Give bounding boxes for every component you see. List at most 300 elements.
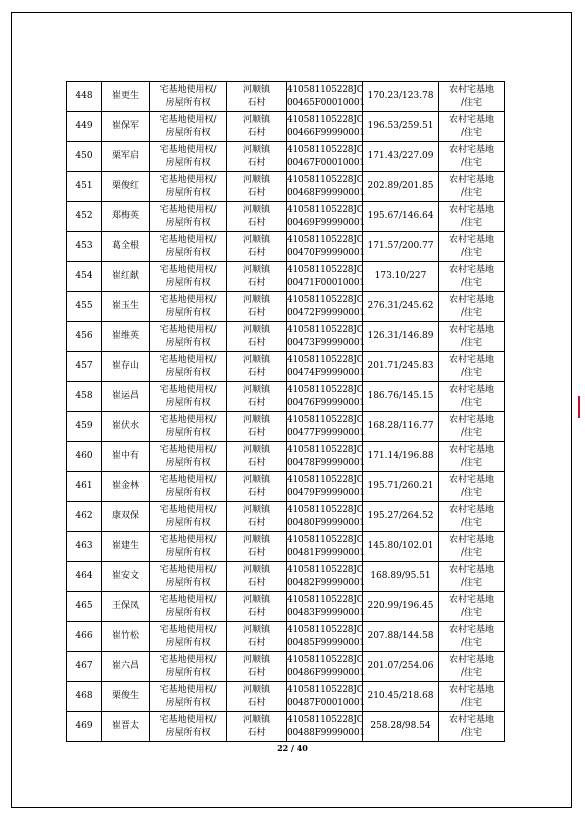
row-number-cell: 460 bbox=[67, 442, 102, 472]
unit-code-line-2: 00477F99990001 bbox=[287, 427, 365, 438]
unit-code-line-2: 00474F99990001 bbox=[287, 367, 365, 378]
row-number-cell: 458 bbox=[67, 382, 102, 412]
area-cell: 201.71/245.83 bbox=[363, 352, 439, 382]
right-type-cell bbox=[150, 622, 227, 652]
owner-name-cell: 崔六昌 bbox=[102, 652, 150, 682]
location-line-1: 河顺镇 bbox=[242, 205, 270, 215]
unit-code-line-1: 410581105228JC bbox=[287, 655, 364, 665]
land-use-line-2: /住宅 bbox=[460, 427, 483, 438]
location-line-1: 河顺镇 bbox=[242, 595, 270, 605]
area-cell: 207.88/144.58 bbox=[363, 622, 439, 652]
unit-code-line-1: 410581105228JC bbox=[287, 115, 364, 125]
owner-name-cell: 崔存山 bbox=[102, 352, 150, 382]
right-type-line-2: 房屋所有权 bbox=[165, 457, 211, 468]
land-use-line-2: /住宅 bbox=[460, 667, 483, 678]
row-number-cell: 454 bbox=[67, 262, 102, 292]
area-cell: 126.31/146.89 bbox=[363, 322, 439, 352]
right-type-cell bbox=[150, 292, 227, 322]
row-number-cell: 468 bbox=[67, 682, 102, 712]
unit-code-line-1: 410581105228JC bbox=[287, 265, 364, 275]
land-use-line-1: 农村宅基地 bbox=[448, 685, 494, 695]
row-number-cell: 451 bbox=[67, 172, 102, 202]
right-type-cell bbox=[150, 502, 227, 532]
right-type-line-2: 房屋所有权 bbox=[165, 247, 211, 258]
location-cell bbox=[227, 712, 287, 742]
owner-name-cell: 郑梅英 bbox=[102, 202, 150, 232]
unit-code-cell bbox=[287, 172, 363, 202]
location-cell bbox=[227, 172, 287, 202]
land-use-cell bbox=[439, 172, 505, 202]
unit-code-line-2: 00479F99990001 bbox=[287, 487, 365, 498]
right-type-line-2: 房屋所有权 bbox=[165, 97, 211, 108]
right-type-line-1: 宅基地使用权/ bbox=[159, 595, 217, 605]
land-use-line-1: 农村宅基地 bbox=[448, 205, 494, 215]
location-cell bbox=[227, 232, 287, 262]
location-line-2: 石村 bbox=[247, 127, 266, 138]
right-type-cell bbox=[150, 112, 227, 142]
area-cell: 196.53/259.51 bbox=[363, 112, 439, 142]
area-cell: 258.28/98.54 bbox=[363, 712, 439, 742]
table-row bbox=[67, 262, 505, 292]
right-type-line-1: 宅基地使用权/ bbox=[159, 235, 217, 245]
location-line-2: 石村 bbox=[247, 487, 266, 498]
area-cell: 171.14/196.88 bbox=[363, 442, 439, 472]
location-line-1: 河顺镇 bbox=[242, 535, 270, 545]
table-row bbox=[67, 712, 505, 742]
land-use-line-1: 农村宅基地 bbox=[448, 535, 494, 545]
unit-code-cell bbox=[287, 262, 363, 292]
land-use-line-1: 农村宅基地 bbox=[448, 85, 494, 95]
right-type-cell bbox=[150, 562, 227, 592]
area-cell: 168.28/116.77 bbox=[363, 412, 439, 442]
right-type-cell bbox=[150, 322, 227, 352]
table-row bbox=[67, 172, 505, 202]
row-number-cell: 465 bbox=[67, 592, 102, 622]
unit-code-line-1: 410581105228JC bbox=[287, 385, 364, 395]
owner-name-cell: 栗俊红 bbox=[102, 172, 150, 202]
right-type-line-2: 房屋所有权 bbox=[165, 397, 211, 408]
land-use-line-2: /住宅 bbox=[460, 157, 483, 168]
unit-code-cell bbox=[287, 142, 363, 172]
location-line-2: 石村 bbox=[247, 607, 266, 618]
right-type-line-2: 房屋所有权 bbox=[165, 607, 211, 618]
land-use-line-1: 农村宅基地 bbox=[448, 715, 494, 725]
right-type-cell bbox=[150, 442, 227, 472]
right-type-cell bbox=[150, 712, 227, 742]
area-cell: 168.89/95.51 bbox=[363, 562, 439, 592]
right-type-cell bbox=[150, 232, 227, 262]
land-use-cell bbox=[439, 322, 505, 352]
location-line-1: 河顺镇 bbox=[242, 145, 270, 155]
unit-code-line-1: 410581105228JC bbox=[287, 415, 364, 425]
owner-name-cell: 葛全根 bbox=[102, 232, 150, 262]
location-line-1: 河顺镇 bbox=[242, 295, 270, 305]
land-use-line-2: /住宅 bbox=[460, 367, 483, 378]
owner-name-cell: 崔保军 bbox=[102, 112, 150, 142]
right-type-line-1: 宅基地使用权/ bbox=[159, 445, 217, 455]
records-table bbox=[66, 81, 505, 742]
right-type-line-2: 房屋所有权 bbox=[165, 187, 211, 198]
unit-code-cell bbox=[287, 652, 363, 682]
location-cell bbox=[227, 112, 287, 142]
table-row bbox=[67, 412, 505, 442]
row-number-cell: 457 bbox=[67, 352, 102, 382]
unit-code-line-1: 410581105228JC bbox=[287, 715, 364, 725]
location-cell bbox=[227, 142, 287, 172]
area-cell: 202.89/201.85 bbox=[363, 172, 439, 202]
owner-name-cell: 崔安文 bbox=[102, 562, 150, 592]
land-use-line-2: /住宅 bbox=[460, 457, 483, 468]
location-line-2: 石村 bbox=[247, 277, 266, 288]
table-row bbox=[67, 682, 505, 712]
table-row bbox=[67, 472, 505, 502]
unit-code-line-2: 00486F99990001 bbox=[287, 667, 365, 678]
unit-code-cell bbox=[287, 442, 363, 472]
land-use-line-2: /住宅 bbox=[460, 517, 483, 528]
table-row bbox=[67, 562, 505, 592]
table-row bbox=[67, 232, 505, 262]
area-cell: 171.57/200.77 bbox=[363, 232, 439, 262]
land-use-line-1: 农村宅基地 bbox=[448, 415, 494, 425]
table-row bbox=[67, 382, 505, 412]
table-row bbox=[67, 202, 505, 232]
unit-code-line-1: 410581105228JC bbox=[287, 475, 364, 485]
location-cell bbox=[227, 652, 287, 682]
land-use-line-1: 农村宅基地 bbox=[448, 625, 494, 635]
unit-code-line-2: 00472F99990001 bbox=[287, 307, 365, 318]
location-line-1: 河顺镇 bbox=[242, 415, 270, 425]
land-use-cell bbox=[439, 82, 505, 112]
location-cell bbox=[227, 442, 287, 472]
area-cell: 220.99/196.45 bbox=[363, 592, 439, 622]
right-type-line-1: 宅基地使用权/ bbox=[159, 295, 217, 305]
location-line-1: 河顺镇 bbox=[242, 565, 270, 575]
right-type-line-1: 宅基地使用权/ bbox=[159, 385, 217, 395]
location-line-2: 石村 bbox=[247, 457, 266, 468]
land-use-cell bbox=[439, 682, 505, 712]
location-cell bbox=[227, 532, 287, 562]
right-type-line-2: 房屋所有权 bbox=[165, 217, 211, 228]
land-use-line-1: 农村宅基地 bbox=[448, 475, 494, 485]
location-cell bbox=[227, 202, 287, 232]
right-type-line-2: 房屋所有权 bbox=[165, 277, 211, 288]
location-line-1: 河顺镇 bbox=[242, 115, 270, 125]
owner-name-cell: 崔竹松 bbox=[102, 622, 150, 652]
right-type-line-2: 房屋所有权 bbox=[165, 547, 211, 558]
location-line-2: 石村 bbox=[247, 307, 266, 318]
land-use-line-2: /住宅 bbox=[460, 187, 483, 198]
right-type-line-1: 宅基地使用权/ bbox=[159, 625, 217, 635]
land-use-line-2: /住宅 bbox=[460, 127, 483, 138]
land-use-cell bbox=[439, 592, 505, 622]
land-use-line-2: /住宅 bbox=[460, 607, 483, 618]
right-type-line-2: 房屋所有权 bbox=[165, 517, 211, 528]
unit-code-cell bbox=[287, 412, 363, 442]
unit-code-line-2: 00487F00010001 bbox=[287, 697, 365, 708]
location-line-2: 石村 bbox=[247, 427, 266, 438]
owner-name-cell: 崔玉生 bbox=[102, 292, 150, 322]
unit-code-line-2: 00473F99990001 bbox=[287, 337, 365, 348]
location-cell bbox=[227, 682, 287, 712]
land-use-line-2: /住宅 bbox=[460, 307, 483, 318]
land-use-cell bbox=[439, 532, 505, 562]
location-cell bbox=[227, 352, 287, 382]
location-line-1: 河顺镇 bbox=[242, 235, 270, 245]
right-type-line-1: 宅基地使用权/ bbox=[159, 205, 217, 215]
row-number-cell: 462 bbox=[67, 502, 102, 532]
table-row bbox=[67, 292, 505, 322]
area-cell: 145.80/102.01 bbox=[363, 532, 439, 562]
land-use-line-2: /住宅 bbox=[460, 487, 483, 498]
right-type-cell bbox=[150, 142, 227, 172]
location-cell bbox=[227, 502, 287, 532]
owner-name-cell: 康双保 bbox=[102, 502, 150, 532]
location-line-1: 河顺镇 bbox=[242, 655, 270, 665]
land-use-cell bbox=[439, 382, 505, 412]
right-type-cell bbox=[150, 682, 227, 712]
land-use-cell bbox=[439, 502, 505, 532]
area-cell: 173.10/227 bbox=[363, 262, 439, 292]
location-line-1: 河顺镇 bbox=[242, 475, 270, 485]
right-type-line-2: 房屋所有权 bbox=[165, 127, 211, 138]
land-use-line-2: /住宅 bbox=[460, 217, 483, 228]
owner-name-cell: 栗俊生 bbox=[102, 682, 150, 712]
unit-code-cell bbox=[287, 712, 363, 742]
location-line-1: 河顺镇 bbox=[242, 685, 270, 695]
land-use-line-2: /住宅 bbox=[460, 697, 483, 708]
right-type-cell bbox=[150, 652, 227, 682]
row-number-cell: 448 bbox=[67, 82, 102, 112]
unit-code-line-1: 410581105228JC bbox=[287, 145, 364, 155]
unit-code-cell bbox=[287, 112, 363, 142]
row-number-cell: 452 bbox=[67, 202, 102, 232]
right-type-cell bbox=[150, 532, 227, 562]
owner-name-cell: 崔伏水 bbox=[102, 412, 150, 442]
right-type-line-1: 宅基地使用权/ bbox=[159, 565, 217, 575]
right-type-line-2: 房屋所有权 bbox=[165, 337, 211, 348]
right-type-line-1: 宅基地使用权/ bbox=[159, 115, 217, 125]
right-type-line-2: 房屋所有权 bbox=[165, 577, 211, 588]
land-use-line-1: 农村宅基地 bbox=[448, 355, 494, 365]
right-type-line-1: 宅基地使用权/ bbox=[159, 415, 217, 425]
right-type-line-1: 宅基地使用权/ bbox=[159, 535, 217, 545]
land-use-cell bbox=[439, 412, 505, 442]
location-line-1: 河顺镇 bbox=[242, 715, 270, 725]
table-row bbox=[67, 622, 505, 652]
land-use-cell bbox=[439, 712, 505, 742]
unit-code-cell bbox=[287, 592, 363, 622]
unit-code-line-2: 00481F99990001 bbox=[287, 547, 365, 558]
unit-code-line-1: 410581105228JC bbox=[287, 565, 364, 575]
unit-code-line-2: 00471F00010001 bbox=[287, 277, 365, 288]
owner-name-cell: 栗军启 bbox=[102, 142, 150, 172]
unit-code-line-1: 410581105228JC bbox=[287, 235, 364, 245]
land-use-cell bbox=[439, 472, 505, 502]
land-use-cell bbox=[439, 292, 505, 322]
table-row bbox=[67, 322, 505, 352]
right-type-line-2: 房屋所有权 bbox=[165, 157, 211, 168]
land-use-cell bbox=[439, 622, 505, 652]
location-line-2: 石村 bbox=[247, 577, 266, 588]
area-cell: 170.23/123.78 bbox=[363, 82, 439, 112]
land-use-line-1: 农村宅基地 bbox=[448, 175, 494, 185]
location-line-2: 石村 bbox=[247, 667, 266, 678]
area-cell: 210.45/218.68 bbox=[363, 682, 439, 712]
land-use-cell bbox=[439, 442, 505, 472]
unit-code-line-1: 410581105228JC bbox=[287, 85, 364, 95]
land-use-line-2: /住宅 bbox=[460, 97, 483, 108]
right-type-line-2: 房屋所有权 bbox=[165, 667, 211, 678]
owner-name-cell: 崔中有 bbox=[102, 442, 150, 472]
unit-code-line-2: 00468F99990001 bbox=[287, 187, 365, 198]
unit-code-line-2: 00466F99990001 bbox=[287, 127, 365, 138]
land-use-cell bbox=[439, 202, 505, 232]
unit-code-line-1: 410581105228JC bbox=[287, 175, 364, 185]
location-line-1: 河顺镇 bbox=[242, 505, 270, 515]
land-use-line-1: 农村宅基地 bbox=[448, 505, 494, 515]
land-use-cell bbox=[439, 232, 505, 262]
right-type-cell bbox=[150, 202, 227, 232]
land-use-line-1: 农村宅基地 bbox=[448, 235, 494, 245]
location-line-2: 石村 bbox=[247, 367, 266, 378]
right-type-cell bbox=[150, 352, 227, 382]
area-cell: 186.76/145.15 bbox=[363, 382, 439, 412]
right-type-line-1: 宅基地使用权/ bbox=[159, 85, 217, 95]
land-use-cell bbox=[439, 112, 505, 142]
unit-code-line-1: 410581105228JC bbox=[287, 205, 364, 215]
right-type-line-2: 房屋所有权 bbox=[165, 637, 211, 648]
location-line-1: 河顺镇 bbox=[242, 85, 270, 95]
location-cell bbox=[227, 622, 287, 652]
location-line-2: 石村 bbox=[247, 187, 266, 198]
location-line-1: 河顺镇 bbox=[242, 385, 270, 395]
owner-name-cell: 崔建生 bbox=[102, 532, 150, 562]
row-number-cell: 461 bbox=[67, 472, 102, 502]
land-use-cell bbox=[439, 652, 505, 682]
area-cell: 195.27/264.52 bbox=[363, 502, 439, 532]
row-number-cell: 453 bbox=[67, 232, 102, 262]
land-use-cell bbox=[439, 562, 505, 592]
table-row bbox=[67, 592, 505, 622]
unit-code-line-1: 410581105228JC bbox=[287, 505, 364, 515]
right-type-line-2: 房屋所有权 bbox=[165, 487, 211, 498]
area-cell: 276.31/245.62 bbox=[363, 292, 439, 322]
unit-code-cell bbox=[287, 82, 363, 112]
location-line-2: 石村 bbox=[247, 727, 266, 738]
records-body bbox=[67, 82, 505, 742]
table-row bbox=[67, 502, 505, 532]
unit-code-line-2: 00485F99990001 bbox=[287, 637, 365, 648]
land-use-line-2: /住宅 bbox=[460, 247, 483, 258]
right-type-line-1: 宅基地使用权/ bbox=[159, 145, 217, 155]
land-use-line-1: 农村宅基地 bbox=[448, 385, 494, 395]
unit-code-cell bbox=[287, 682, 363, 712]
unit-code-cell bbox=[287, 502, 363, 532]
owner-name-cell: 崔晋太 bbox=[102, 712, 150, 742]
owner-name-cell: 崔红献 bbox=[102, 262, 150, 292]
row-number-cell: 463 bbox=[67, 532, 102, 562]
land-use-line-1: 农村宅基地 bbox=[448, 115, 494, 125]
location-cell bbox=[227, 562, 287, 592]
location-line-2: 石村 bbox=[247, 217, 266, 228]
table-row bbox=[67, 652, 505, 682]
right-type-cell bbox=[150, 382, 227, 412]
unit-code-cell bbox=[287, 382, 363, 412]
row-number-cell: 467 bbox=[67, 652, 102, 682]
right-type-line-1: 宅基地使用权/ bbox=[159, 355, 217, 365]
row-number-cell: 464 bbox=[67, 562, 102, 592]
right-type-line-2: 房屋所有权 bbox=[165, 727, 211, 738]
owner-name-cell: 崔维英 bbox=[102, 322, 150, 352]
table-row bbox=[67, 442, 505, 472]
land-use-line-1: 农村宅基地 bbox=[448, 325, 494, 335]
location-line-1: 河顺镇 bbox=[242, 355, 270, 365]
right-type-line-2: 房屋所有权 bbox=[165, 697, 211, 708]
right-type-cell bbox=[150, 172, 227, 202]
location-cell bbox=[227, 592, 287, 622]
unit-code-cell bbox=[287, 202, 363, 232]
owner-name-cell: 崔更生 bbox=[102, 82, 150, 112]
unit-code-line-2: 00467F00010001 bbox=[287, 157, 365, 168]
row-number-cell: 450 bbox=[67, 142, 102, 172]
location-line-2: 石村 bbox=[247, 157, 266, 168]
land-use-line-2: /住宅 bbox=[460, 547, 483, 558]
location-cell bbox=[227, 292, 287, 322]
right-type-line-1: 宅基地使用权/ bbox=[159, 325, 217, 335]
unit-code-line-2: 00470F99990001 bbox=[287, 247, 365, 258]
owner-name-cell: 王保凤 bbox=[102, 592, 150, 622]
area-cell: 195.71/260.21 bbox=[363, 472, 439, 502]
unit-code-cell bbox=[287, 472, 363, 502]
land-use-line-1: 农村宅基地 bbox=[448, 565, 494, 575]
unit-code-line-2: 00483F99990001 bbox=[287, 607, 365, 618]
unit-code-line-1: 410581105228JC bbox=[287, 625, 364, 635]
location-cell bbox=[227, 382, 287, 412]
location-line-2: 石村 bbox=[247, 337, 266, 348]
unit-code-line-2: 00469F99990001 bbox=[287, 217, 365, 228]
land-use-line-1: 农村宅基地 bbox=[448, 595, 494, 605]
table-row bbox=[67, 112, 505, 142]
table-row bbox=[67, 532, 505, 562]
right-type-cell bbox=[150, 262, 227, 292]
location-line-2: 石村 bbox=[247, 517, 266, 528]
land-use-line-1: 农村宅基地 bbox=[448, 295, 494, 305]
land-use-line-1: 农村宅基地 bbox=[448, 445, 494, 455]
right-type-line-2: 房屋所有权 bbox=[165, 367, 211, 378]
land-use-cell bbox=[439, 262, 505, 292]
unit-code-line-2: 00465F00010001 bbox=[287, 97, 365, 108]
location-line-1: 河顺镇 bbox=[242, 325, 270, 335]
land-use-line-1: 农村宅基地 bbox=[448, 265, 494, 275]
unit-code-line-1: 410581105228JC bbox=[287, 445, 364, 455]
right-type-cell bbox=[150, 412, 227, 442]
location-cell bbox=[227, 82, 287, 112]
unit-code-cell bbox=[287, 322, 363, 352]
land-use-cell bbox=[439, 142, 505, 172]
row-number-cell: 469 bbox=[67, 712, 102, 742]
unit-code-line-2: 00480F99990001 bbox=[287, 517, 365, 528]
location-line-2: 石村 bbox=[247, 697, 266, 708]
unit-code-cell bbox=[287, 532, 363, 562]
right-type-line-1: 宅基地使用权/ bbox=[159, 655, 217, 665]
location-line-2: 石村 bbox=[247, 637, 266, 648]
unit-code-line-2: 00476F99990001 bbox=[287, 397, 365, 408]
right-type-cell bbox=[150, 82, 227, 112]
right-type-line-1: 宅基地使用权/ bbox=[159, 505, 217, 515]
row-number-cell: 456 bbox=[67, 322, 102, 352]
row-number-cell: 455 bbox=[67, 292, 102, 322]
right-type-line-1: 宅基地使用权/ bbox=[159, 715, 217, 725]
